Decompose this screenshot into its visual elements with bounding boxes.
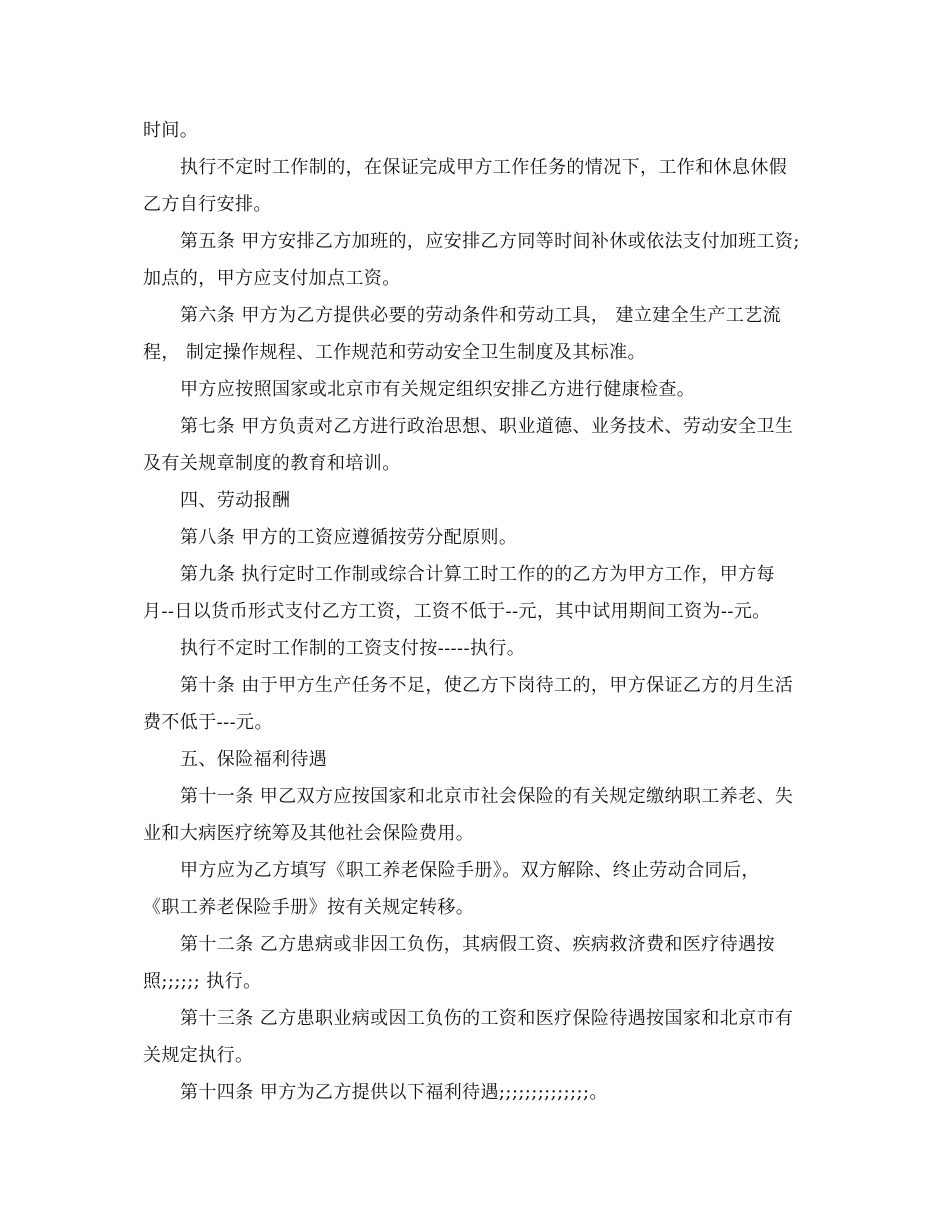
text-line: 执行不定时工作制的工资支付按-----执行。 [180,638,526,659]
text-line: 费不低于---元。 [143,712,273,733]
text-line: 月--日以货币形式支付乙方工资，工资不低于--元，其中试用期间工资为--元。 [143,601,771,622]
text-line: 第九条 执行定时工作制或综合计算工时工作的的乙方为甲方工作，甲方每 [180,564,775,585]
text-line: 乙方自行安排。 [143,194,272,215]
text-line: 第十三条 乙方患职业病或因工负伤的工资和医疗保险待遇按国家和北京市有 [180,1008,794,1029]
text-line: 《职工养老保险手册》按有关规定转移。 [143,897,475,918]
text-line: 业和大病医疗统筹及其他社会保险费用。 [143,823,475,844]
section-heading: 五、保险福利待遇 [180,749,328,770]
text-line: 第十一条 甲乙双方应按国家和北京市社会保险的有关规定缴纳职工养老、失 [180,786,794,807]
text-line: 照;;;;;; 执行。 [143,971,262,992]
text-line: 第八条 甲方的工资应遵循按劳分配原则。 [180,527,518,548]
section-heading: 四、劳动报酬 [180,490,291,511]
text-line: 执行不定时工作制的，在保证完成甲方工作任务的情况下，工作和休息休假 [180,157,788,178]
text-line: 第七条 甲方负责对乙方进行政治思想、职业道德、业务技术、劳动安全卫生 [180,416,794,437]
text-line: 及有关规章制度的教育和培训。 [143,453,401,474]
text-line: 甲方应按照国家或北京市有关规定组织安排乙方进行健康检查。 [180,379,696,400]
text-line: 关规定执行。 [143,1045,254,1066]
text-line: 第十二条 乙方患病或非因工负伤，其病假工资、疾病救济费和医疗待遇按 [180,934,775,955]
text-line: 时间。 [143,120,199,141]
text-line: 第五条 甲方安排乙方加班的，应安排乙方同等时间补休或依法支付加班工资; [180,231,800,252]
text-line: 甲方应为乙方填写《职工养老保险手册》。双方解除、终止劳动合同后， [180,860,760,881]
text-line: 第六条 甲方为乙方提供必要的劳动条件和劳动工具， 建立建全生产工艺流 [180,305,782,326]
text-line: 程， 制定操作规程、工作规范和劳动安全卫生制度及其标准。 [143,342,646,363]
text-line: 第十四条 甲方为乙方提供以下福利待遇;;;;;;;;;;;;;;。 [180,1082,608,1103]
text-line: 第十条 由于甲方生产任务不足，使乙方下岗待工的，甲方保证乙方的月生活 [180,675,794,696]
text-line: 加点的，甲方应支付加点工资。 [143,268,401,289]
